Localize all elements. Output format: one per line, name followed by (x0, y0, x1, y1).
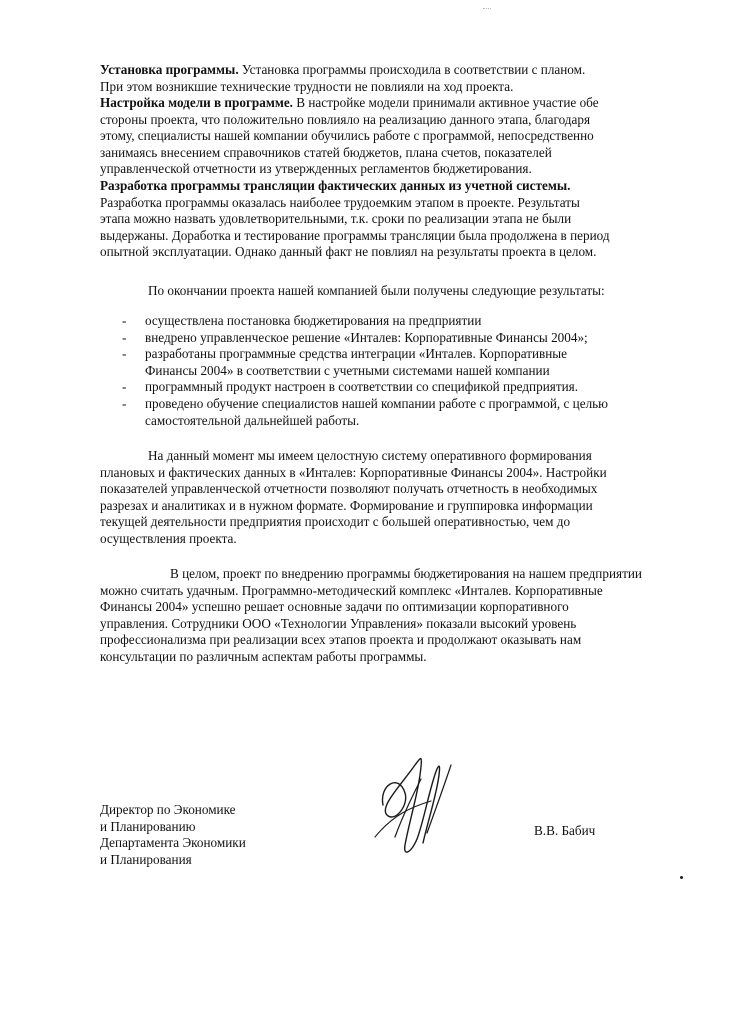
section-text: Разработка программы оказалась наиболее трудоемким этапом в проекте. Результаты (100, 194, 580, 210)
list-item-text: самостоятельной дальнейшей работы. (145, 412, 360, 428)
paragraph-line: На данный момент мы имеем целостную систему оперативного формирования (148, 448, 592, 463)
section-heading: Настройка модели в программе. (100, 95, 293, 110)
list-item-text: разработаны программные средства интеграции «Инталев. Корпоративные (145, 346, 568, 362)
section-text: выдержаны. Доработка и тестирование программы трансляции была продолжена в период (100, 227, 610, 243)
section-text: занимаясь внесением справочников статей бюджетов, плана счетов, показателей (100, 144, 552, 160)
list-item-text: проведено обучение специалистов нашей компании работе с программой, с целью (145, 395, 609, 411)
signatory-title (100, 802, 320, 868)
section-heading: Установка программы. (100, 62, 239, 77)
scan-artifact (483, 8, 491, 11)
paragraph-line: управления. Сотрудники ООО «Технологии Управления» показали высокий уровень (100, 615, 577, 631)
paragraph-line: разрезах и аналитиках и в нужном формате. Формирование и группировка информации (100, 497, 593, 513)
signatory-title-line: Департамента Экономики (100, 835, 246, 851)
section-text: стороны проекта, что положительно повлияло на реализацию данного этапа, благодаря (100, 111, 591, 127)
paragraph-line: Финансы 2004» успешно решает основные задачи по оптимизации корпоративного (100, 599, 569, 615)
section-translation-program (100, 178, 670, 261)
paragraph-line: можно считать удачным. Программно-методический комплекс «Инталев. Корпоративные (100, 582, 603, 598)
list-item (100, 346, 675, 379)
handwritten-signature (365, 745, 470, 865)
list-item (100, 396, 675, 429)
list-item (100, 379, 675, 396)
paragraph-line: осуществления проекта. (100, 530, 237, 546)
scan-speck (680, 876, 683, 879)
section-text: В настройке модели принимали активное участие обе (296, 95, 599, 110)
signatory-title-line: и Планирования (100, 851, 192, 867)
section-text: При этом возникшие технические трудности не повлияли на ход проекта. (100, 78, 514, 94)
paragraph-line: профессионализма при реализации всех этапов проекта и продолжают оказывать нам (100, 632, 582, 648)
list-item-text: программный продукт настроен в соответствии со спецификой предприятия. (145, 379, 579, 395)
list-bullet: - (122, 395, 127, 411)
results-intro: По окончании проекта нашей компанией были получены следующие результаты: (148, 283, 605, 298)
list-item (100, 330, 675, 347)
list-bullet: - (122, 379, 127, 395)
paragraph-line: показателей управленческой отчетности позволяют получать отчетность в необходимых (100, 481, 598, 497)
section-text: этому, специалисты нашей компании обучились работе с программой, непосредственно (100, 128, 594, 144)
results-list (100, 313, 675, 429)
section-installation (100, 62, 670, 95)
section-text: управленческой отчетности из утвержденных регламентов бюджетирования. (100, 161, 532, 177)
section-heading: Разработка программы трансляции фактических данных из учетной системы. (100, 178, 571, 193)
paragraph-line: консультации по различным аспектам работы программы. (100, 648, 427, 664)
paragraph-current-system (100, 448, 670, 548)
paragraph-line: В целом, проект по внедрению программы бюджетирования на нашем предприятии (170, 566, 642, 581)
list-item-text: осуществлена постановка бюджетирования на предприятии (145, 313, 482, 328)
section-text: этапа можно назвать удовлетворительными, т.к. сроки по реализации этапа не были (100, 211, 572, 227)
paragraph-conclusion (100, 566, 670, 666)
list-bullet: - (122, 346, 127, 362)
signatory-title-line: и Планированию (100, 818, 196, 834)
signatory-name: В.В. Бабич (534, 823, 596, 838)
signatory-title-line: Директор по Экономике (100, 802, 236, 817)
list-item-text: внедрено управленческое решение «Инталев: Корпоративные Финансы 2004»; (145, 329, 588, 345)
list-bullet: - (122, 329, 127, 345)
paragraph-line: текущей деятельности предприятия происходит с большей оперативностью, чем до (100, 514, 571, 530)
paragraph-line: плановых и фактических данных в «Инталев: Корпоративные Финансы 2004». Настройки (100, 464, 607, 480)
list-item-text: Финансы 2004» в соответствии с учетными системами нашей компании (145, 362, 550, 378)
section-text: Установка программы происходила в соответствии с планом. (241, 62, 586, 77)
list-bullet: - (122, 313, 127, 328)
section-model-setup (100, 95, 670, 178)
list-item (100, 313, 675, 330)
section-text: опытной эксплуатации. Однако данный факт не повлиял на результаты проекта в целом. (100, 244, 597, 260)
